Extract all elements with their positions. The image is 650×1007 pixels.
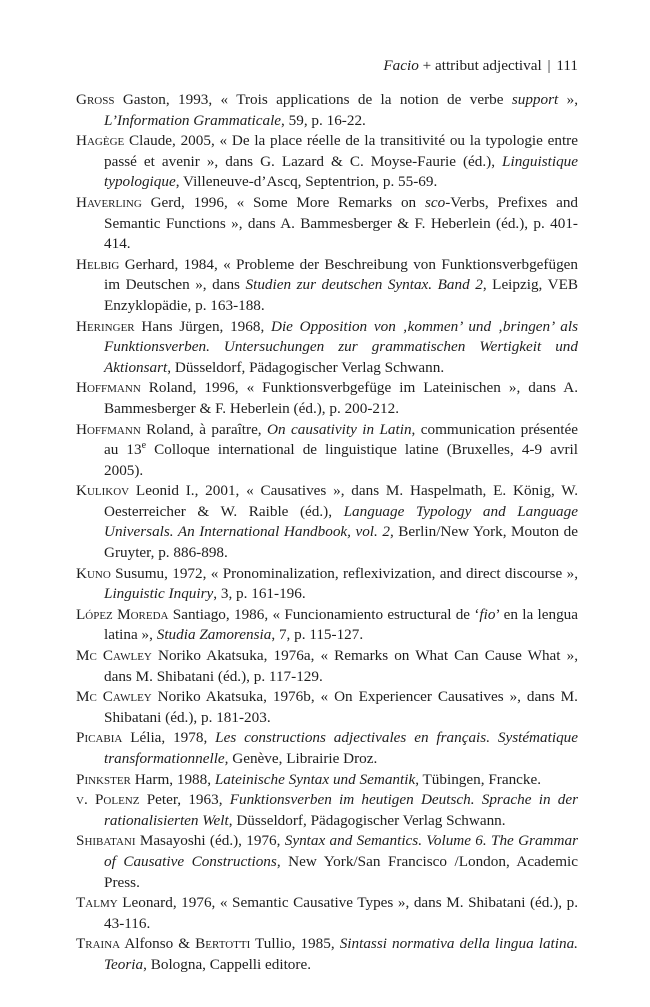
bib-entry-haverling: Haverling Gerd, 1996, « Some More Remarks on sco-Verbs, Prefixes and Semantic Functions », dans A. Bammesberger & F. Heberlein (éd.), p. 401-414.: [76, 193, 579, 253]
bib-entry-gross: Gross Gaston, 1993, « Trois applications de la notion de verbe support », L’Information Grammaticale, 59, p. 16-22.: [76, 91, 578, 129]
bib-author: Kuno: [76, 564, 111, 582]
bib-entry-talmy: Talmy Leonard, 1976, « Semantic Causative Types », dans M. Shibatani (éd.), p. 43-116.: [76, 894, 578, 932]
bib-entry-heringer: Heringer Hans Jürgen, 1968, Die Opposition von ‚kommen’ und ‚bringen’ als Funktionsverben. Untersuchungen zur grammatischen Wertigkeit und Aktionsart, Düsseldorf, Pädagogischer Verlag Schwann.: [76, 317, 578, 376]
bib-author: Mc Cawley: [76, 647, 152, 665]
bib-entry-hoffmann-1996: Hoffmann Roland, 1996, « Funktionsverbgefüge im Lateinischen », dans A. Bammesberger & F. Heberlein (éd.), p. 200-212.: [76, 379, 578, 417]
bib-author: Helbig: [76, 255, 120, 273]
bib-entry-picabia: Picabia Lélia, 1978, Les constructions adjectivales en français. Systématique transformationnelle, Genève, Librairie Droz.: [76, 729, 578, 767]
running-head-subtitle: + attribut adjectival: [422, 57, 542, 74]
ordinal-superscript: e: [141, 440, 147, 452]
bib-entry-lopez-moreda: López Moreda Santiago, 1986, « Funcionamiento estructural de ‘fio’ en la lengua latina », Studia Zamorensia, 7, p. 115-127.: [76, 605, 579, 644]
page-number: 111: [556, 57, 578, 74]
bibliography-list: [76, 90, 578, 976]
bib-entry-traina-bertotti: Traina Alfonso & Bertotti Tullio, 1985, Sintassi normativa della lingua latina. Teoria, Bologna, Cappelli editore.: [76, 935, 578, 973]
bib-author: Hoffmann: [76, 379, 141, 397]
bib-entry-hoffmann-forthcoming: Hoffmann Roland, à paraître, On causativity in Latin, communication présentée au 13e Colloque international de linguistique latine (Bruxelles, 4-9 avril 2005).: [76, 420, 578, 479]
bib-entry-kuno: Kuno Susumu, 1972, « Pronominalization, reflexivization, and direct discourse », Linguistic Inquiry, 3, p. 161-196.: [76, 564, 578, 603]
bib-entry-pinkster: Pinkster Harm, 1988, Lateinische Syntax und Semantik, Tübingen, Francke.: [76, 770, 542, 788]
bib-author: Pinkster: [76, 770, 131, 788]
running-head: [383, 56, 578, 76]
bib-entry-shibatani: Shibatani Masayoshi (éd.), 1976, Syntax and Semantics. Volume 6. The Grammar of Causative Constructions, New York/San Francisco /London, Academic Press.: [76, 832, 578, 891]
bib-entry-kulikov: Kulikov Leonid I., 2001, « Causatives », dans M. Haspelmath, E. König, W. Oesterreicher & W. Raible (éd.), Language Typology and Language Universals. An International Handbook, vol. 2, Berlin/New York, Mouton de Gruyter, p. 886-898.: [76, 482, 578, 562]
bib-entry-hagege: Hagège Claude, 2005, « De la place réelle de la transitivité ou la typologie entre passé et avenir », dans G. Lazard & C. Moyse-Faurie (éd.), Linguistique typologique, Villeneuve-d’Ascq, Septentrion, p. 55-69.: [76, 132, 578, 191]
bib-author: Kulikov: [76, 482, 130, 500]
bib-author: Picabia: [76, 729, 123, 747]
bib-author: Traina: [76, 935, 121, 953]
bib-author: Mc Cawley: [76, 688, 152, 706]
bib-author: Gross: [76, 91, 115, 108]
bib-entry-mccawley-1976b: Mc Cawley Noriko Akatsuka, 1976b, « On Experiencer Causatives », dans M. Shibatani (éd.), p. 181-203.: [76, 688, 578, 726]
bib-author: Talmy: [76, 894, 118, 912]
bib-author: Shibatani: [76, 832, 136, 850]
bib-author: Haverling: [76, 193, 142, 211]
bib-entry-helbig: Helbig Gerhard, 1984, « Probleme der Beschreibung von Funktionsverbgefügen im Deutschen », dans Studien zur deutschen Syntax. Band 2, Leipzig, VEB Enzyklopädie, p. 163-188.: [76, 255, 578, 314]
bib-author: Bertotti: [195, 935, 251, 953]
running-head-title: Facio: [383, 57, 419, 74]
bib-author: Hoffmann: [76, 420, 141, 438]
bib-author: v. Polenz: [76, 791, 140, 809]
bib-author: López Moreda: [76, 605, 169, 623]
running-head-separator: |: [547, 57, 551, 74]
bib-entry-mccawley-1976a: Mc Cawley Noriko Akatsuka, 1976a, « Remarks on What Can Cause What », dans M. Shibatani (éd.), p. 117-129.: [76, 647, 578, 685]
bib-entry-polenz: v. Polenz Peter, 1963, Funktionsverben im heutigen Deutsch. Sprache in der rationalisierten Welt, Düsseldorf, Pädagogischer Verlag Schwann.: [76, 791, 579, 829]
bib-author: Hagège: [76, 132, 125, 150]
bib-author: Heringer: [76, 317, 135, 335]
